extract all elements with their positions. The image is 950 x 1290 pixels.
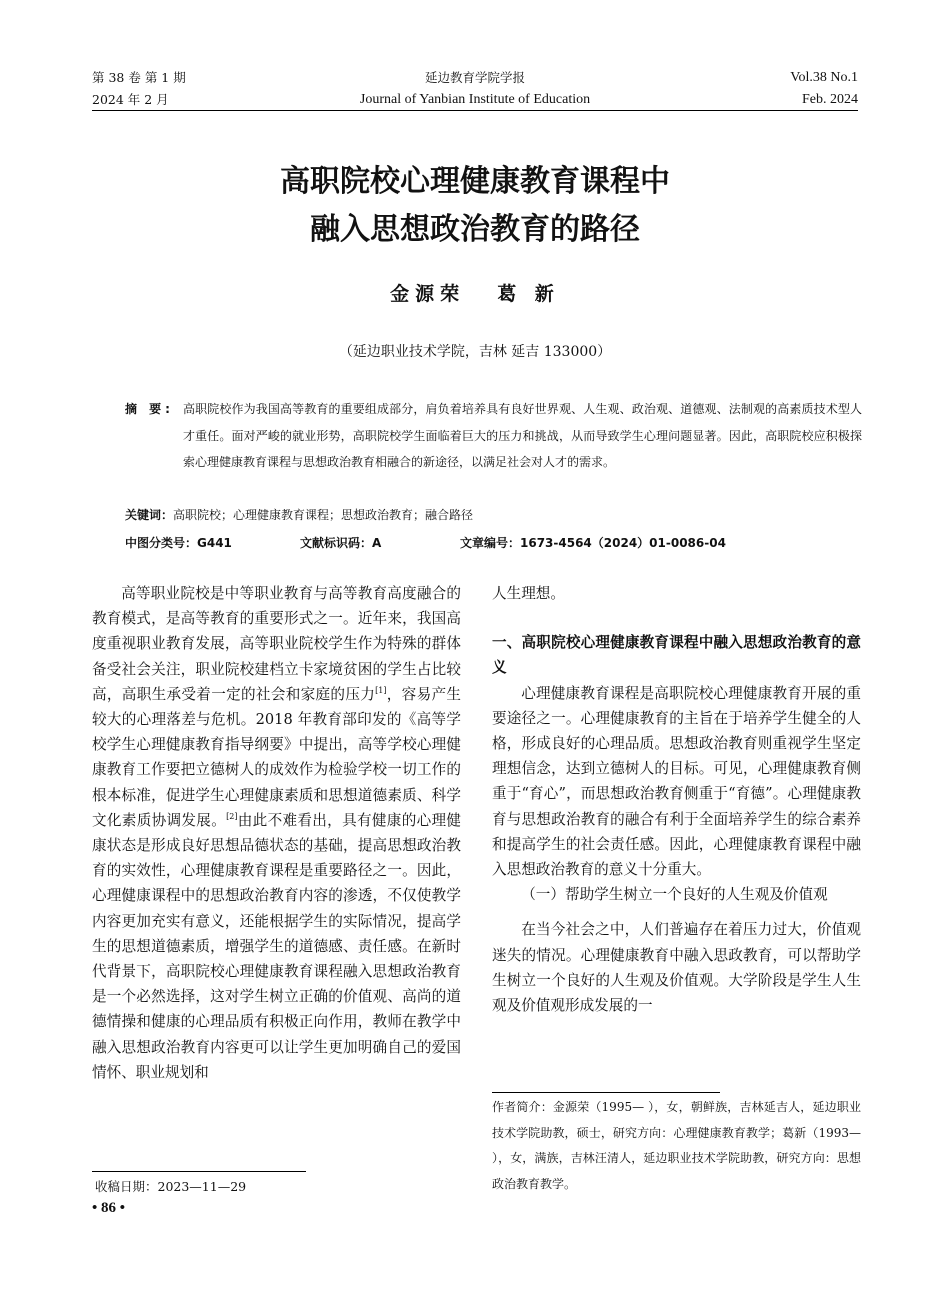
author-bio: 作者简介：金源荣（1995— ），女，朝鲜族，吉林延吉人，延边职业技术学院助教，硕士，研究方向：心理健康教育教学；葛新（1993— ），女，满族，吉林汪清人，延边职业技术学院助教，研究方向：思想政治教育教学。 [492, 1100, 861, 1191]
running-header-top [92, 69, 858, 87]
intro-text-a: 高等职业院校是中等职业教育与高等教育高度融合的教育模式，是高等教育的重要形式之一。近年来，我国高度重视职业教育发展，高等职业院校学生作为特殊的群体备受社会关注，职业院校建档立卡家境贫困的学生占比较高，高职生承受着一定的社会和家庭的压力 [92, 585, 461, 703]
article-number: 文章编号：1673-4564（2024）01-0086-04 [460, 536, 726, 550]
body-column-left [92, 581, 461, 1164]
clc-number: 中图分类号：G441 [125, 536, 232, 550]
body-column-right [492, 581, 861, 1018]
citation-2[interactable]: [2] [226, 811, 238, 821]
author-1: 金源荣 [390, 283, 466, 305]
abstract [125, 396, 862, 476]
intro-continuation: 人生理想。 [492, 585, 565, 602]
received-date: 收稿日期：2023—11—29 [95, 1179, 247, 1194]
subsection-heading-1: （一）帮助学生树立一个良好的人生观及价值观 [521, 886, 828, 904]
keywords-label: 关键词： [125, 508, 174, 522]
keywords-text: 高职院校；心理健康教育课程；思想政治教育；融合路径 [173, 508, 474, 522]
volume-issue: 第 38 卷 第 1 期 [92, 70, 186, 85]
page-number: • 86 • [92, 1200, 126, 1216]
abstract-text: 高职院校作为我国高等教育的重要组成部分，肩负着培养具有良好世界观、人生观、政治观、道德观、法制观的高素质技术型人才重任。面对严峻的就业形势，高职院校学生面临着巨大的压力和挑战，从而导致学生心理问题显著。因此，高职院校应积极探索心理健康教育课程与思想政治教育相融合的新途径，以满足社会对人才的需求。 [183, 402, 862, 469]
journal-name-cn: 延边教育学院学报 [424, 70, 525, 85]
title-line-1: 高职院校心理健康教育课程中 [280, 164, 670, 199]
citation-1[interactable]: [1] [375, 685, 387, 695]
footnote-rule-right [492, 1092, 720, 1093]
title-line-2: 融入思想政治教育的路径 [310, 212, 640, 247]
publication-date-en: Feb. 2024 [802, 92, 858, 107]
abstract-label: 摘 要: [125, 402, 174, 416]
keywords [125, 506, 862, 523]
journal-name-en: Journal of Yanbian Institute of Education [359, 92, 591, 107]
intro-text-c: 由此不难看出，具有健康的心理健康状态是形成良好思想品德状态的基础，提高思想政治教育的实效性，心理健康教育课程是重要路径之一。因此，心理健康课程中的思想政治教育内容的渗透，不仅使教学内容更加充实有意义，还能根据学生的实际情况，提高学生的思想道德素质，增强学生的道德感、责任感。在新时代背景下，高职院校心理健康教育课程融入思想政治教育是一个必然选择，这对学生树立正确的价值观、高尚的道德情操和健康的心理品质有积极正向作用，教师在教学中融入思想政治教育内容更可以让学生更加明确自己的爱国情怀、职业规划和 [92, 811, 461, 1081]
publication-date-cn: 2024 年 2 月 [92, 92, 169, 107]
subsection-1-paragraph: 在当今社会之中，人们普遍存在着压力过大，价值观迷失的情况。心理健康教育中融入思政教育，可以帮助学生树立一个良好的人生观及价值观。大学阶段是学生人生观及价值观形成发展的一 [492, 921, 861, 1015]
author-2: 葛 新 [497, 283, 560, 305]
section-heading-1: 一、高职院校心理健康教育课程中融入思想政治教育的意义 [492, 634, 861, 677]
document-code: 文献标识码：A [300, 536, 382, 550]
volume-issue-en: Vol.38 No.1 [790, 70, 858, 85]
header-rule [92, 110, 858, 111]
running-header-bottom [92, 91, 858, 109]
article-title [0, 158, 950, 254]
footnote-rule-left [92, 1171, 306, 1172]
section-1-paragraph: 心理健康教育课程是高职院校心理健康教育开展的重要途径之一。心理健康教育的主旨在于培养学生健全的人格，形成良好的心理品质。思想政治教育则重视学生坚定理想信念，达到立德树人的目标。可见，心理健康教育侧重于“育心”，而思想政治教育侧重于“育德”。心理健康教育与思想政治教育的融合有利于全面培养学生的综合素养和提高学生的社会责任感。因此，心理健康教育课程中融入思想政治教育的意义十分重大。 [492, 684, 861, 879]
affiliation: （延边职业技术学院，吉林 延吉 133000） [338, 344, 612, 360]
intro-text-b: ，容易产生较大的心理落差与危机。2018 年教育部印发的《高等学校学生心理健康教育指导纲要》中提出，高等学校心理健康教育工作要把立德树人的成效作为检验学校一切工作的根本标准，促进学生心理健康素质和思想道德素质、科学文化素质协调发展。 [92, 685, 461, 829]
author-list [0, 279, 950, 306]
intro-paragraph [92, 581, 461, 1085]
